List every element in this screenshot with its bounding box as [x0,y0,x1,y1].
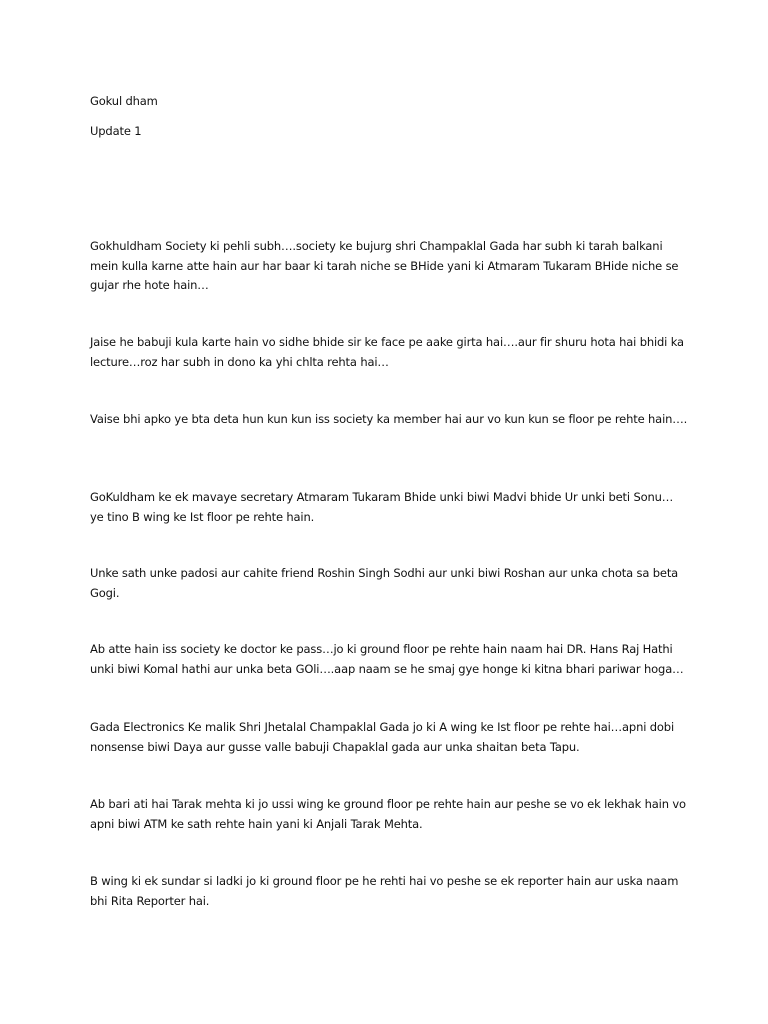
paragraph: Vaise bhi apko ye bta deta hun kun kun iss society ka member hai aur vo kun kun se floor pe rehte hain…. [90,412,688,426]
paragraph: Gokhuldham Society ki pehli subh….society ke bujurg shri Champaklal Gada har subh ki tarah balkani mein kulla karne atte hain aur har baar ki tarah niche se BHide yani ki Atmaram Tukaram BHide niche se gujar rhe hote hain… [90,239,679,292]
paragraph: Jaise he babuji kula karte hain vo sidhe bhide sir ke face pe aake girta hai….aur fir shuru hota hai bhidi ka lecture…roz har subh in dono ka yhi chlta rehta hai… [90,335,684,369]
paragraph: Gada Electronics Ke malik Shri Jhetalal Champaklal Gada jo ki A wing ke Ist floor pe rehte hai…apni dobi nonsense biwi Daya aur gusse valle babuji Chapaklal gada aur unka shaitan beta Tapu. [90,720,674,754]
paragraph: Unke sath unke padosi aur cahite friend Roshin Singh Sodhi aur unki biwi Roshan aur unka chota sa beta Gogi. [90,566,679,600]
document-subtitle: Update 1 [90,124,142,138]
paragraph: Ab atte hain iss society ke doctor ke pass…jo ki ground floor pe rehte hain naam hai DR. Hans Raj Hathi unki biwi Komal hathi aur unka beta GOli….aap naam se he smaj gye honge ki kitna bhari pariwar hoga… [90,642,684,676]
document-title: Gokul dham [90,94,158,108]
paragraph: GoKuldham ke ek mavaye secretary Atmaram Tukaram Bhide unki biwi Madvi bhide Ur unki beti Sonu… ye tino B wing ke Ist floor pe rehte hain. [90,490,674,524]
paragraph: Ab bari ati hai Tarak mehta ki jo ussi wing ke ground floor pe rehte hain aur peshe se vo ek lekhak hain vo apni biwi ATM ke sath rehte hain yani ki Anjali Tarak Mehta. [90,797,686,831]
paragraph: B wing ki ek sundar si ladki jo ki ground floor pe he rehti hai vo peshe se ek reporter hain aur uska naam bhi Rita Reporter hai. [90,874,679,908]
